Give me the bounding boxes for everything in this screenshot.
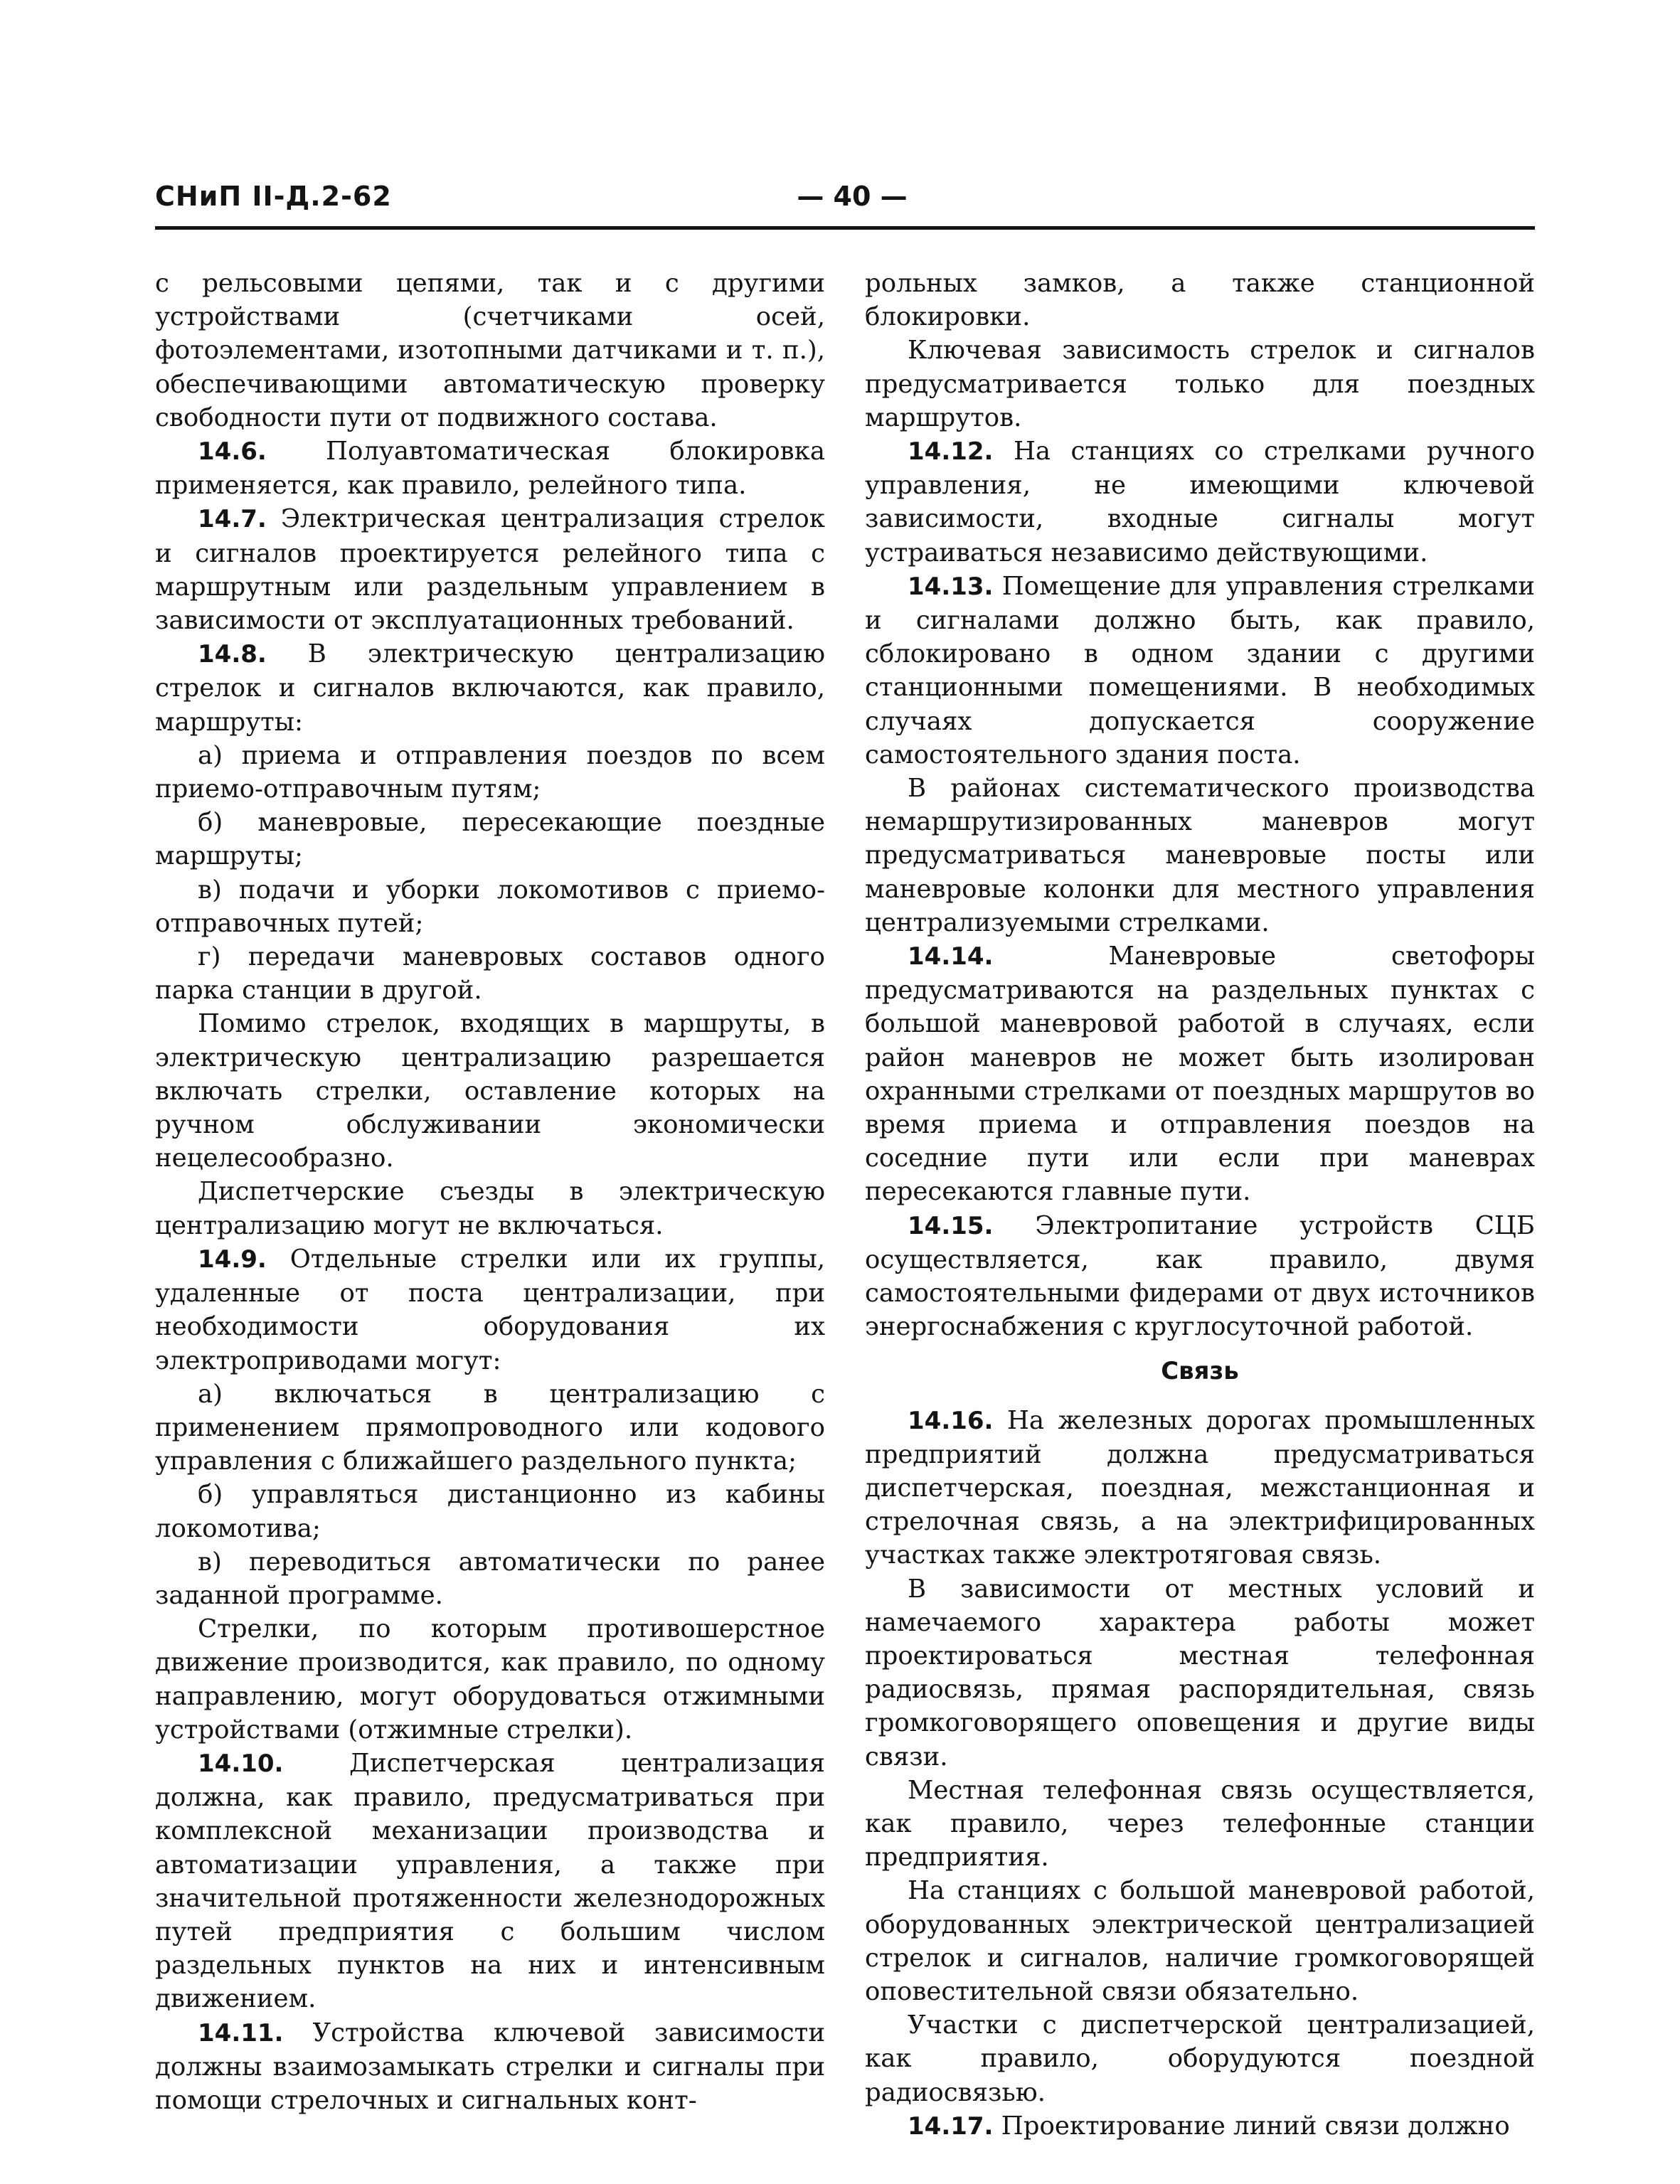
- left-column: [155, 267, 825, 2117]
- paragraph: [155, 1545, 825, 1612]
- paragraph: [865, 267, 1535, 334]
- paragraph: [155, 1007, 825, 1175]
- paragraph-text: Отдельные стрелки или их группы, удаленные от поста централизации, при необходимости оборудования их электроприводами могут:: [155, 1244, 825, 1375]
- paragraph-text: В зависимости от местных условий и намечаемого характера работы может проектироваться местная телефонная радиосвязь, прямая распорядительная, связь громкоговорящего оповещения и другие виды связи.: [865, 1574, 1535, 1772]
- paragraph-text: В районах систематического производства немаршрутизированных маневров могут предусматриваться маневровые посты или маневровые колонки для местного управления централизуемыми стрелками.: [865, 774, 1535, 937]
- clause-number: 14.17.: [908, 2111, 994, 2141]
- paragraph-text: Местная телефонная связь осуществляется, как правило, через телефонные станции предприятия.: [865, 1775, 1535, 1873]
- paragraph-text: Электрическая централизация стрелок и сигналов проектируется релейного типа с маршрутным или раздельным управлением в зависимости от эксплуатационных требований.: [155, 504, 825, 636]
- paragraph-text: Участки с диспетчерской централизацией, как правило, оборудуются поездной радиосвязью.: [865, 2010, 1535, 2107]
- clause-number: 14.6.: [198, 437, 267, 467]
- paragraph: [865, 334, 1535, 435]
- clause-paragraph: [155, 435, 825, 502]
- clause-number: 14.13.: [908, 572, 994, 601]
- clause-paragraph: [155, 637, 825, 739]
- paragraph-text: с рельсовыми цепями, так и с другими устройствами (счетчиками осей, фотоэлементами, изотопными датчиками и т. п.), обеспечивающими автоматическую проверку свободности пути от подвижного состава.: [155, 269, 825, 432]
- page-number: — 40 —: [797, 181, 908, 212]
- paragraph-text: Помимо стрелок, входящих в маршруты, в электрическую централизацию разрешается включать стрелки, оставление которых на ручном обслуживании экономически нецелесообразно.: [155, 1009, 825, 1173]
- section-title: Связь: [1161, 1356, 1239, 1385]
- paragraph-text: Маневровые светофоры предусматриваются на раздельных пунктах с большой маневровой работой в случаях, если район маневров не может быть изолирован охранными стрелками от поездных маршрутов во время приема и отправления поездов на соседние пути или если при маневрах пересекаются главные пути.: [865, 942, 1535, 1207]
- paragraph-text: Полуавтоматическая блокировка применяется, как правило, релейного типа.: [155, 437, 825, 501]
- paragraph-text: г) передачи маневровых составов одного парка станции в другой.: [155, 942, 825, 1006]
- paragraph: [155, 873, 825, 940]
- paragraph-text: Ключевая зависимость стрелок и сигналов предусматривается только для поездных маршрутов.: [865, 336, 1535, 432]
- paragraph: [865, 2008, 1535, 2109]
- paragraph-text: В электрическую централизацию стрелок и сигналов включаются, как правило, маршруты:: [155, 639, 825, 737]
- clause-paragraph: [155, 2016, 825, 2118]
- right-column-section-paragraphs: [865, 1404, 1535, 2143]
- clause-number: 14.16.: [908, 1406, 994, 1435]
- clause-paragraph: [865, 570, 1535, 772]
- right-column-paragraphs: [865, 267, 1535, 1344]
- right-column: [865, 267, 1535, 2143]
- paragraph: [865, 772, 1535, 939]
- paragraph: [865, 1572, 1535, 1774]
- clause-paragraph: [865, 435, 1535, 570]
- clause-number: 14.8.: [198, 640, 267, 669]
- paragraph-text: б) маневровые, пересекающие поездные маршруты;: [155, 808, 825, 871]
- paragraph-text: б) управляться дистанционно из кабины локомотива;: [155, 1480, 825, 1543]
- paragraph: [155, 1612, 825, 1747]
- paragraph-text: Диспетчерская централизация должна, как правило, предусматриваться при комплексной механизации производства и автоматизации управления, а также при значительной протяженности железнодорожных путей предприятия с большим числом раздельных пунктов на них и интенсивным движением.: [155, 1748, 825, 2014]
- clause-paragraph: [155, 1242, 825, 1378]
- clause-number: 14.7.: [198, 505, 267, 534]
- header-rule: [155, 226, 1535, 230]
- clause-paragraph: [865, 1404, 1535, 1572]
- clause-number: 14.12.: [908, 437, 994, 467]
- paragraph-text: Устройства ключевой зависимости должны взаимозамыкать стрелки и сигналы при помощи стрелочных и сигнальных конт-: [155, 2018, 825, 2115]
- clause-paragraph: [155, 502, 825, 637]
- paragraph-text: Электропитание устройств СЦБ осуществляется, как правило, двумя самостоятельными фидерами от двух источников энергоснабжения с круглосуточной работой.: [865, 1210, 1535, 1342]
- paragraph: [155, 267, 825, 435]
- paragraph: [865, 1774, 1535, 1875]
- paragraph: [155, 1478, 825, 1545]
- paragraph: [155, 1175, 825, 1242]
- paragraph-text: На железных дорогах промышленных предприятий должна предусматриваться диспетчерская, поездная, межстанционная и стрелочная связь, а на электрифицированных участках также электротяговая связь.: [865, 1405, 1535, 1570]
- clause-paragraph: [865, 2109, 1535, 2143]
- paragraph-text: в) переводиться автоматически по ранее заданной программе.: [155, 1547, 825, 1610]
- clause-number: 14.10.: [198, 1749, 284, 1778]
- paragraph-text: рольных замков, а также станционной блокировки.: [865, 269, 1535, 332]
- paragraph-text: На станциях со стрелками ручного управления, не имеющими ключевой зависимости, входные сигналы могут устраиваться независимо действующими.: [865, 437, 1535, 568]
- paragraph-text: На станциях с большой маневровой работой, оборудованных электрической централизацией стрелок и сигналов, наличие громкоговорящей оповестительной связи обязательно.: [865, 1876, 1535, 2006]
- paragraph: [155, 1378, 825, 1479]
- clause-number: 14.14.: [908, 942, 994, 971]
- clause-number: 14.11.: [198, 2018, 284, 2047]
- paragraph-text: в) подачи и уборки локомотивов с приемо-отправочных путей;: [155, 875, 825, 938]
- paragraph: [865, 1874, 1535, 2008]
- paragraph-text: Стрелки, по которым противошерстное движение производится, как правило, по одному направлению, могут оборудоваться отжимными устройствами (отжимные стрелки).: [155, 1614, 825, 1744]
- document-code: СНиП II-Д.2-62: [155, 181, 392, 212]
- paragraph-text: Диспетчерские съезды в электрическую централизацию могут не включаться.: [155, 1177, 825, 1240]
- paragraph-text: а) включаться в централизацию с применением прямопроводного или кодового управления с ближайшего раздельного пункта;: [155, 1379, 825, 1476]
- paragraph: [155, 739, 825, 806]
- page-header: [155, 181, 1535, 223]
- paragraph-text: Проектирование линий связи должно: [1001, 2111, 1510, 2141]
- clause-paragraph: [865, 939, 1535, 1209]
- paragraph: [155, 806, 825, 873]
- clause-paragraph: [865, 1209, 1535, 1344]
- clause-paragraph: [155, 1747, 825, 2016]
- paragraph-text: Помещение для управления стрелками и сигналами должно быть, как правило, сблокировано в одном здании с другими станционными помещениями. В необходимых случаях допускается сооружение самостоятельного здания поста.: [865, 571, 1535, 769]
- paragraph-text: а) приема и отправления поездов по всем приемо-отправочным путям;: [155, 740, 825, 804]
- clause-number: 14.15.: [908, 1211, 994, 1240]
- paragraph: [155, 940, 825, 1007]
- clause-number: 14.9.: [198, 1245, 267, 1274]
